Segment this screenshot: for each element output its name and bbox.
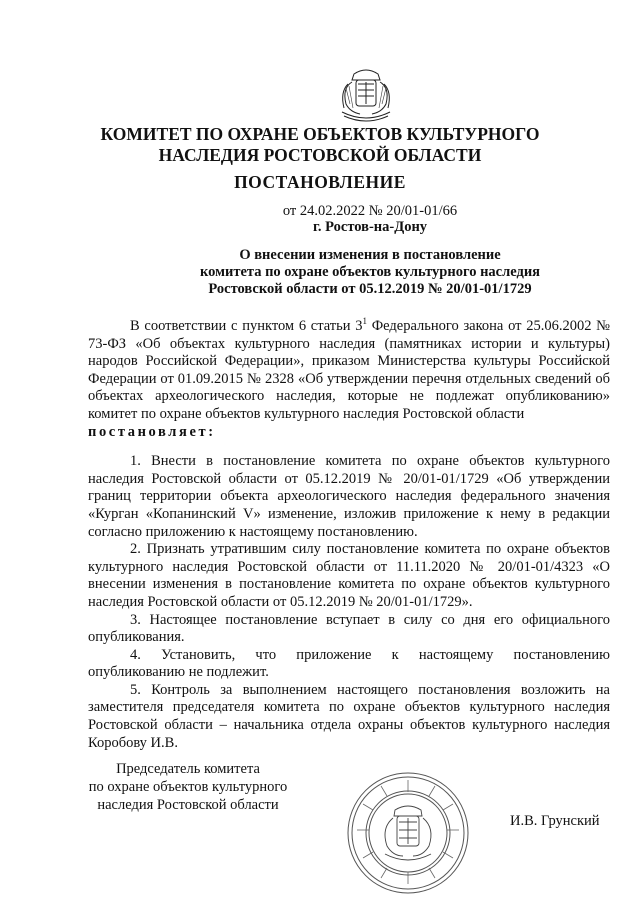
- preamble-paragraph: [88, 318, 610, 424]
- subject-line1: О внесении изменения в постановление: [239, 247, 501, 263]
- list-item: 3. Настоящее постановление вступает в силу со дня его официального опубликования.: [88, 611, 610, 646]
- document-subject: [110, 247, 630, 298]
- organization-name: [0, 124, 640, 166]
- official-seal-icon: [345, 770, 471, 896]
- coat-of-arms-icon: [334, 64, 398, 122]
- list-item: 1. Внести в постановление комитета по охране объектов культурного наследия Ростовской области от 05.12.2019 № 20/01-01/1729 «Об утверждении границ территории объекта археологического наследия федерального значения «Курган «Копанинский V» изменение, изложив приложение к нему в редакции согласно приложению к настоящему постановлению.: [88, 453, 610, 540]
- organization-name-line2: НАСЛЕДИЯ РОСТОВСКОЙ ОБЛАСТИ: [158, 145, 482, 165]
- list-item: 2. Признать утратившим силу постановление комитета по охране объектов культурного наследия Ростовской области от 11.11.2020 № 20/01-01/4323 «О внесении изменения в постановление комитета по охране объектов культурного наследия Ростовской области от 05.12.2019 № 20/01-01/1729».: [88, 541, 610, 610]
- preamble-text-end: Федерального закона от 25.06.2002 № 73-ФЗ «Об объектах культурного наследия (памятниках истории и культуры) народов Российской Федерации», приказом Министерства культуры Российской Федерации от 01.09.2015 № 2328 «Об утверждении перечня отдельных сведений об объектах археологического наследия, которые не подлежат опубликованию» комитет по охране объектов культурного наследия Ростовской области: [88, 318, 610, 422]
- subject-line3: Ростовской области от 05.12.2019 № 20/01-01/1729: [208, 281, 532, 297]
- document-type: ПОСТАНОВЛЕНИЕ: [234, 172, 406, 192]
- organization-name-line1: КОМИТЕТ ПО ОХРАНЕ ОБЪЕКТОВ КУЛЬТУРНОГО: [100, 124, 540, 144]
- signatory-title-line3: наследия Ростовской области: [97, 797, 279, 813]
- signatory-title-line1: Председатель комитета: [116, 761, 260, 777]
- preamble-text-start: В соответствии с пунктом 6 статьи 3: [130, 318, 363, 334]
- list-item: 4. Установить, что приложение к настоящему постановлению опубликованию не подлежит.: [88, 646, 610, 681]
- document-date-number: от 24.02.2022 № 20/01-01/66: [282, 203, 458, 219]
- signatory-title: [88, 760, 288, 814]
- document-body: [88, 318, 610, 752]
- signatory-title-line2: по охране объектов культурного: [88, 779, 288, 795]
- decree-word: постановляет:: [88, 423, 216, 440]
- signatory-name: И.В. Грунский: [510, 813, 600, 829]
- document-city: г. Ростов-на-Дону: [312, 219, 428, 235]
- subject-line2: комитета по охране объектов культурного наследия: [199, 264, 541, 280]
- list-item: 5. Контроль за выполнением настоящего постановления возложить на заместителя председателя комитета по охране объектов культурного наследия Ростовской области – начальника отдела охраны объектов культурного наследия Коробову И.В.: [88, 681, 610, 751]
- article-superscript: 1: [362, 316, 367, 327]
